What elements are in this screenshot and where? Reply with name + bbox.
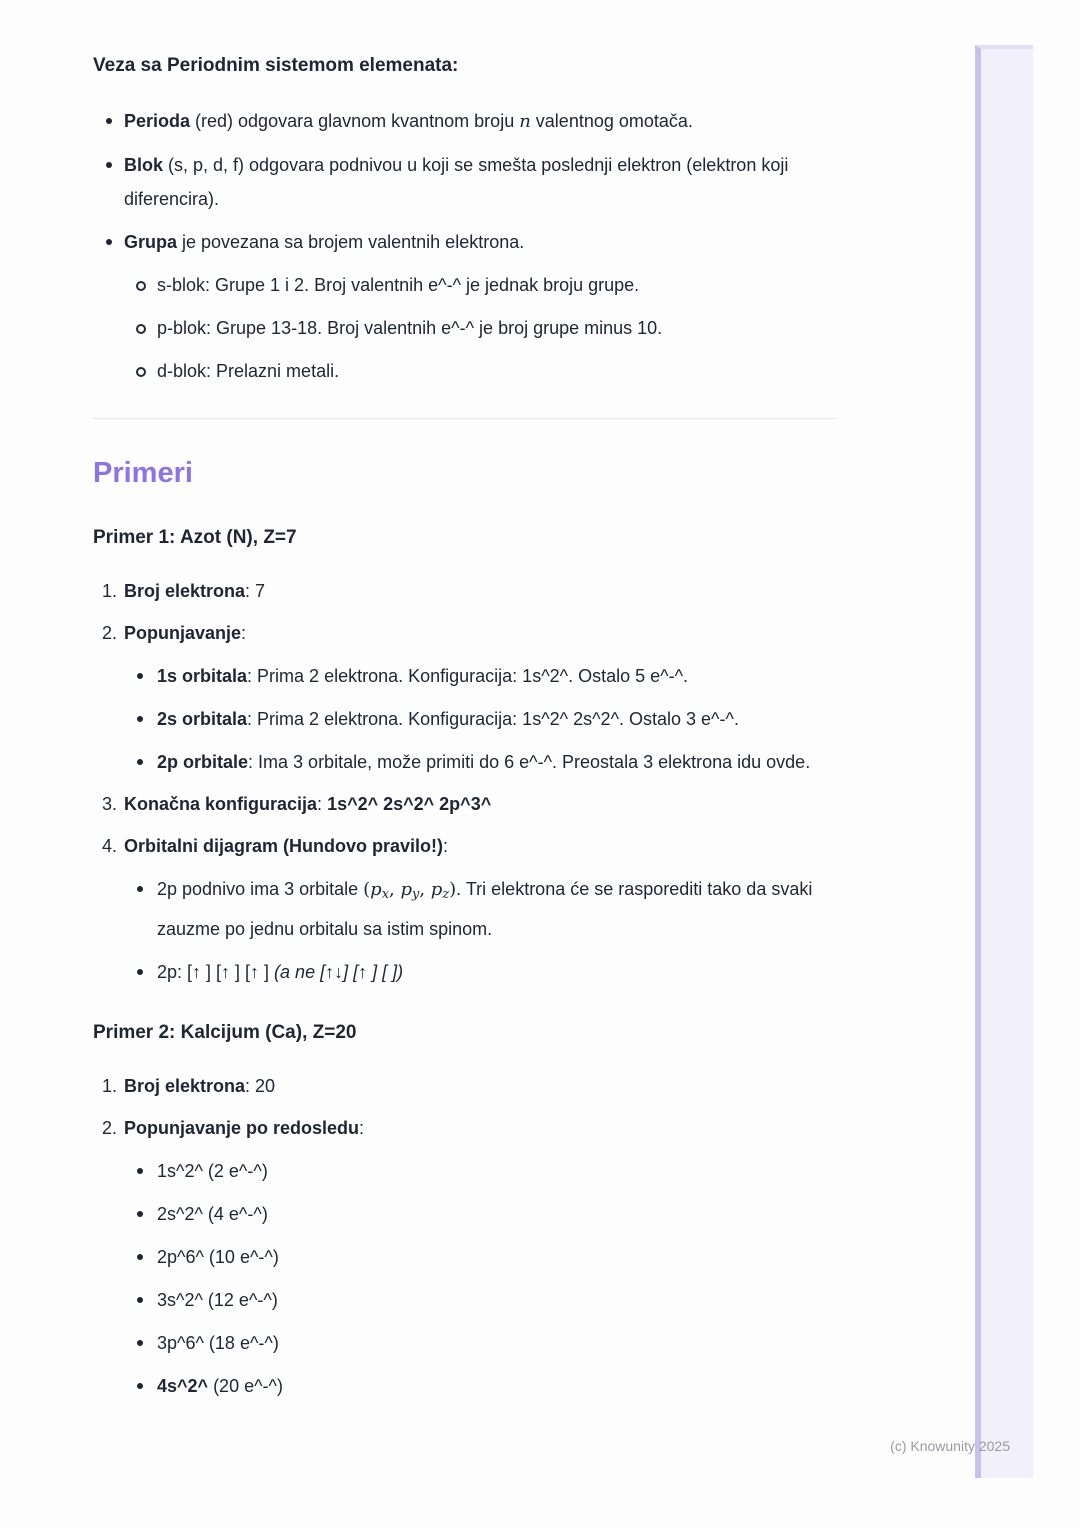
- text-segment: (a ne [↑↓] [↑ ] [ ]): [274, 961, 404, 982]
- text-segment: Popunjavanje po redosledu: [124, 1117, 360, 1138]
- list-item: [124, 311, 838, 345]
- list-item: [93, 1111, 838, 1403]
- text-segment: : 20: [245, 1075, 276, 1096]
- text-segment: Perioda: [124, 111, 191, 131]
- text-segment: (s, p, d, f) odgovara podnivou u koji se smešta poslednji elektron (elektron koji diferencira).: [124, 155, 789, 209]
- list-item-text: [124, 1076, 275, 1096]
- list-item-text: [157, 1204, 268, 1224]
- primer2-heading: Primer 2: Kalcijum (Ca), Z=20: [93, 1021, 357, 1043]
- section-heading-veza: Veza sa Periodnim sistemom elemenata:: [93, 55, 459, 76]
- list-item-text: [157, 1333, 279, 1353]
- list-item: [124, 702, 838, 736]
- list-item-text: [124, 581, 265, 601]
- text-segment: 2s^2^ (4 e^-^): [157, 1203, 268, 1224]
- list-item-text: [124, 155, 788, 209]
- text-segment: (red) odgovara glavnom kvantnom broju: [190, 111, 520, 131]
- footer-copyright: (c) Knowunity 2025: [890, 1438, 1010, 1454]
- list-item-text: [157, 1161, 268, 1181]
- text-segment: 3p^6^ (18 e^-^): [157, 1332, 279, 1353]
- list-item: [124, 745, 838, 779]
- list-item-text: [124, 232, 524, 252]
- list-item: [93, 787, 838, 821]
- text-segment: : Prima 2 elektrona. Konfiguracija: 1s^2^ 2s^2^. Ostalo 3 e^-^.: [247, 709, 739, 729]
- text-segment: 2p: [↑ ] [↑ ] [↑ ]: [157, 961, 275, 982]
- text-segment: ,: [419, 879, 431, 900]
- text-segment: 2p podnivo ima 3 orbitale: [157, 879, 364, 899]
- list-item-text: [157, 1247, 279, 1267]
- list-item: [124, 872, 838, 946]
- text-segment: d-blok: Prelazni metali.: [157, 361, 340, 381]
- content-column: [93, 0, 838, 1403]
- text-segment: 2p orbitale: [157, 752, 249, 772]
- list-item: [93, 616, 838, 779]
- list-item: [93, 225, 838, 388]
- text-segment: Orbitalni dijagram (Hundovo pravilo!): [124, 836, 444, 856]
- list-item: [124, 268, 838, 302]
- list-item-text: [157, 879, 812, 939]
- list-item-text: [124, 623, 246, 643]
- list-item-text: [124, 794, 491, 814]
- list-item-text: [124, 1118, 364, 1138]
- list-item-text: [157, 1376, 283, 1396]
- list-item: [124, 1369, 838, 1403]
- text-segment: ): [449, 879, 457, 900]
- text-segment: Popunjavanje: [124, 623, 242, 643]
- veza-sub-list: [124, 268, 838, 388]
- list-item: [124, 1154, 838, 1188]
- text-segment: Blok: [124, 155, 164, 175]
- text-segment: :: [443, 836, 449, 856]
- text-segment: (20 e^-^): [208, 1375, 283, 1396]
- text-segment: Broj elektrona: [124, 581, 246, 601]
- list-item: [124, 1326, 838, 1360]
- list-item-text: [124, 836, 448, 856]
- list-item-text: [157, 962, 403, 982]
- text-segment: n: [519, 111, 531, 132]
- list-item-text: [157, 752, 810, 772]
- redosled-sub-list: [124, 1154, 838, 1403]
- text-segment: Broj elektrona: [124, 1075, 246, 1096]
- text-segment: ,: [389, 879, 401, 900]
- primeri-heading: Primeri: [93, 457, 193, 489]
- text-segment: (: [363, 879, 371, 900]
- list-item-text: [157, 666, 688, 686]
- text-segment: : Prima 2 elektrona. Konfiguracija: 1s^2^. Ostalo 5 e^-^.: [247, 666, 689, 686]
- text-segment: p: [430, 879, 443, 900]
- page-edge-strip: [975, 45, 1033, 1478]
- text-segment: 2s orbitala: [157, 709, 248, 729]
- text-segment: z: [442, 886, 450, 902]
- list-item: [93, 104, 838, 139]
- text-segment: 1s^2^ 2s^2^ 2p^3^: [327, 794, 492, 814]
- text-segment: : 7: [245, 581, 266, 601]
- list-item-text: [157, 275, 639, 295]
- text-segment: 1s^2^ (2 e^-^): [157, 1160, 268, 1181]
- text-segment: 2p^6^ (10 e^-^): [157, 1246, 279, 1267]
- text-segment: y: [412, 886, 420, 902]
- list-item-text: [157, 709, 739, 729]
- text-segment: 1s orbitala: [157, 666, 248, 686]
- text-segment: valentnog omotača.: [530, 111, 693, 131]
- list-item-text: [157, 1290, 278, 1310]
- primer1-heading: Primer 1: Azot (N), Z=7: [93, 527, 297, 548]
- list-item-text: [157, 361, 339, 381]
- list-item: [124, 1283, 838, 1317]
- primer2-list: [93, 1069, 838, 1403]
- text-segment: :: [317, 794, 328, 814]
- text-segment: 3s^2^ (12 e^-^): [157, 1289, 278, 1310]
- list-item-text: [124, 111, 693, 131]
- popunjavanje-sub-list: [124, 659, 838, 779]
- veza-list: [93, 104, 838, 388]
- list-item: [124, 659, 838, 693]
- text-segment: 4s^2^: [157, 1375, 209, 1396]
- divider: [93, 418, 838, 419]
- list-item: [124, 1240, 838, 1274]
- list-item: [93, 574, 838, 608]
- list-item: [124, 354, 838, 388]
- orbital-diagram-sub-list: [124, 872, 838, 989]
- text-segment: . Tri elektrona će se rasporediti tako da svaki zauzme po jednu orbitalu sa istim spinom.: [157, 879, 813, 939]
- list-item: [93, 1069, 838, 1103]
- text-segment: :: [359, 1117, 365, 1138]
- text-segment: p-blok: Grupe 13-18. Broj valentnih e^-^ je broj grupe minus 10.: [157, 318, 663, 338]
- primer1-list: [93, 574, 838, 989]
- text-segment: Grupa: [124, 232, 178, 252]
- list-item-text: [157, 318, 662, 338]
- list-item: [124, 1197, 838, 1231]
- list-item: [124, 955, 838, 989]
- text-segment: :: [241, 623, 247, 643]
- text-segment: s-blok: Grupe 1 i 2. Broj valentnih e^-^ je jednak broju grupe.: [157, 275, 640, 295]
- text-segment: Konačna konfiguracija: [124, 794, 318, 814]
- list-item: [93, 829, 838, 989]
- text-segment: p: [400, 879, 412, 900]
- text-segment: x: [381, 886, 390, 902]
- list-item: [93, 148, 838, 216]
- text-segment: p: [370, 879, 382, 900]
- text-segment: : Ima 3 orbitale, može primiti do 6 e^-^. Preostala 3 elektrona idu ovde.: [248, 752, 811, 772]
- text-segment: je povezana sa brojem valentnih elektrona.: [177, 232, 525, 252]
